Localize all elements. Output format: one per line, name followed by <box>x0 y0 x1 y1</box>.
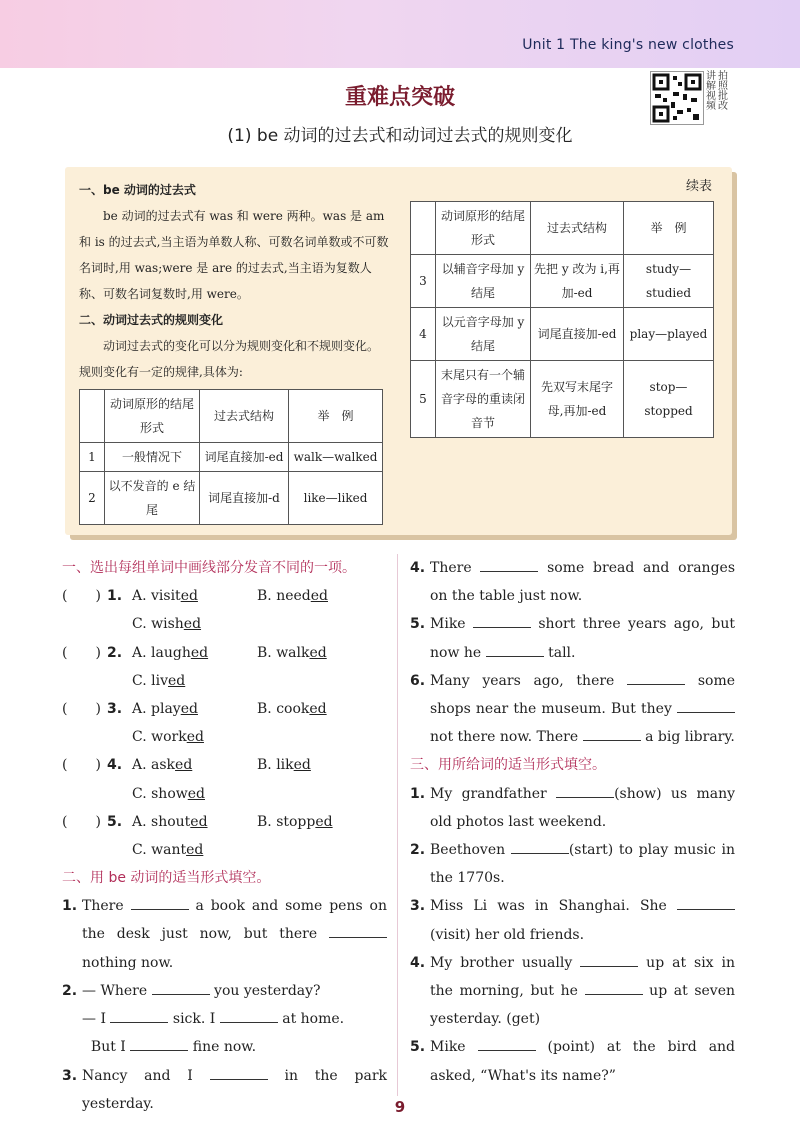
answer-blank[interactable] <box>473 613 531 628</box>
table-row: 1 一般情况下 词尾直接加-ed walk—walked <box>80 443 383 472</box>
answer-blank[interactable] <box>329 923 387 938</box>
answer-blank[interactable] <box>677 895 735 910</box>
answer-blank[interactable] <box>486 642 544 657</box>
mc-item-3: ( ) 3. A. played B. cooked <box>62 695 387 723</box>
page-subtitle: (1) be 动词的过去式和动词过去式的规则变化 <box>227 126 573 146</box>
question-2-3: 3. Nancy and I in the park yesterday. <box>62 1062 387 1118</box>
question-2-6: 6. Many years ago, there some shops near the museum. But they not there now. There a big library. <box>410 667 735 752</box>
answer-blank[interactable] <box>583 726 641 741</box>
knowledge-heading-1: 一、be 动词的过去式 <box>79 183 196 197</box>
knowledge-box <box>65 167 732 535</box>
table-row: 2 以不发音的 e 结尾 词尾直接加-d like—liked <box>80 472 383 525</box>
mc-item-5: ( ) 5. A. shouted B. stopped <box>62 808 387 836</box>
column-divider <box>397 554 398 1096</box>
knowledge-heading-2: 二、动词过去式的规则变化 <box>79 313 224 327</box>
answer-blank[interactable] <box>556 783 614 798</box>
section-3-title: 三、用所给词的适当形式填空。 <box>410 757 606 774</box>
section-1-title: 一、选出每组单词中画线部分发音不同的一项。 <box>62 560 356 576</box>
answer-blank[interactable] <box>152 980 210 995</box>
section-2-title: 二、用 be 动词的适当形式填空。 <box>62 870 271 887</box>
mc-item-3-c: C. worked <box>132 729 204 746</box>
mc-item-4: ( ) 4. A. asked B. liked <box>62 751 387 779</box>
question-3-3: 3. Miss Li was in Shanghai. She (visit) her old friends. <box>410 892 735 948</box>
question-2-5: 5. Mike short three years ago, but now he tall. <box>410 610 735 666</box>
knowledge-text <box>79 177 389 385</box>
question-2-4: 4. There some bread and oranges on the table just now. <box>410 554 735 610</box>
answer-paren[interactable]: ( ) <box>62 813 101 830</box>
answer-blank[interactable] <box>220 1008 278 1023</box>
answer-blank[interactable] <box>130 1036 188 1051</box>
page-title: 重难点突破 <box>344 85 455 110</box>
continued-label: 续表 <box>685 179 712 194</box>
question-3-5: 5. Mike (point) at the bird and asked, “What's its name?” <box>410 1033 735 1089</box>
answer-blank[interactable] <box>627 670 685 685</box>
mc-item-2: ( ) 2. A. laughed B. walked <box>62 639 387 667</box>
mc-item-1-c: C. wished <box>132 616 202 633</box>
question-2-1: 1. There a book and some pens on the desk just now, but there nothing now. <box>62 892 387 977</box>
mc-item-4-c: C. showed <box>132 785 205 802</box>
table-row: 4 以元音字母加 y 结尾 词尾直接加-ed play—played <box>411 308 714 361</box>
table-header-row: 动词原形的结尾形式 过去式结构 举 例 <box>80 390 383 443</box>
rule-table-right <box>410 201 714 438</box>
answer-blank[interactable] <box>110 1008 168 1023</box>
header-band <box>0 0 800 68</box>
right-column <box>410 554 735 1090</box>
answer-paren[interactable]: ( ) <box>62 700 101 717</box>
question-2-2: 2. — Where you yesterday? — I sick. I at home. But I fine now. <box>62 977 387 1062</box>
left-column <box>62 554 387 1118</box>
answer-blank[interactable] <box>585 980 643 995</box>
page-number: 9 <box>394 1098 406 1116</box>
knowledge-paragraph-2: 动词过去式的变化可以分为规则变化和不规则变化。规则变化有一定的规律,具体为: <box>79 339 380 379</box>
qr-caption: 讲 拍 解 照 视 批 频 改 <box>706 71 728 112</box>
answer-blank[interactable] <box>511 839 569 854</box>
knowledge-paragraph-1: be 动词的过去式有 was 和 were 两种。was 是 am 和 is 的过去式,当主语为单数人称、可数名词单数或不可数名词时,用 was;were 是 are 的过去式,当主语为复数人称、可数名词复数时,用 were。 <box>79 209 389 301</box>
answer-blank[interactable] <box>480 557 538 572</box>
answer-blank[interactable] <box>131 895 189 910</box>
table-row: 5 末尾只有一个辅音字母的重读闭音节 先双写末尾字母,再加-ed stop—stopped <box>411 361 714 438</box>
mc-item-5-c: C. wanted <box>132 841 204 858</box>
answer-blank[interactable] <box>677 698 735 713</box>
table-row: 3 以辅音字母加 y 结尾 先把 y 改为 i,再加-ed study—studied <box>411 255 714 308</box>
answer-blank[interactable] <box>210 1065 268 1080</box>
answer-paren[interactable]: ( ) <box>62 644 101 661</box>
rule-table-left <box>79 389 383 525</box>
question-3-1: 1. My grandfather (show) us many old photos last weekend. <box>410 780 735 836</box>
answer-paren[interactable]: ( ) <box>62 588 101 605</box>
unit-title: Unit 1 The king's new clothes <box>522 37 734 53</box>
qr-code-icon[interactable] <box>650 71 704 125</box>
question-3-2: 2. Beethoven (start) to play music in the 1770s. <box>410 836 735 892</box>
answer-blank[interactable] <box>580 952 638 967</box>
mc-item-1: ( ) 1. A. visited B. needed <box>62 582 387 610</box>
table-header-row: 动词原形的结尾形式 过去式结构 举 例 <box>411 202 714 255</box>
question-3-4: 4. My brother usually up at six in the morning, but he up at seven yesterday. (get) <box>410 949 735 1034</box>
answer-blank[interactable] <box>478 1036 536 1051</box>
answer-paren[interactable]: ( ) <box>62 757 101 774</box>
mc-item-2-c: C. lived <box>132 672 186 689</box>
